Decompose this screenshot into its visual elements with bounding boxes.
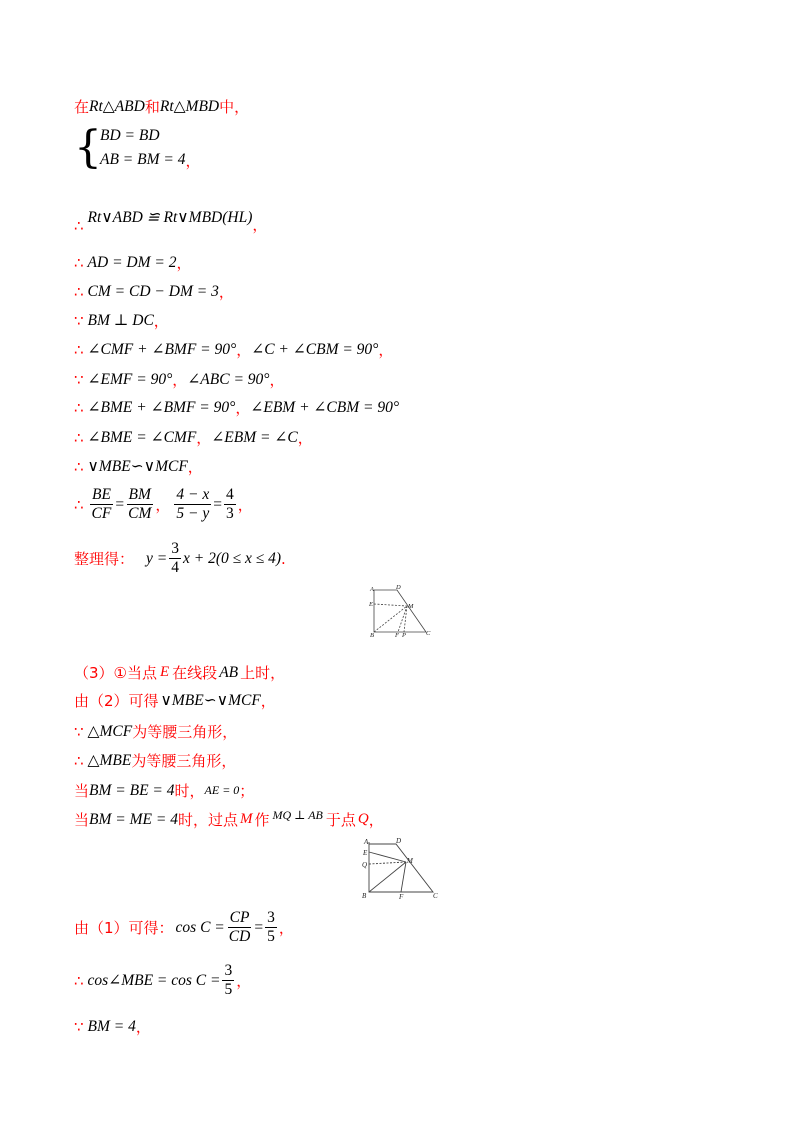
because-symbol: ∵ xyxy=(74,370,84,389)
text: 当 xyxy=(74,782,90,800)
line-5 xyxy=(74,281,234,302)
text: ， xyxy=(237,496,253,515)
text: ， xyxy=(187,458,203,476)
text: ， xyxy=(218,283,234,301)
math: ∠BME = ∠CMF xyxy=(87,429,197,446)
text: ， xyxy=(236,972,252,991)
point-label: B xyxy=(370,632,374,638)
point-label: E xyxy=(363,849,368,857)
line-12 xyxy=(74,487,253,523)
line-10 xyxy=(74,427,313,448)
text: ， xyxy=(185,152,201,170)
math: BM ⊥ DC xyxy=(87,312,154,329)
math: ∠EMF = 90° xyxy=(87,371,173,388)
equation-system xyxy=(74,121,201,173)
math: y = xyxy=(146,549,168,567)
denominator: CD xyxy=(228,928,251,946)
equals: = xyxy=(115,495,125,513)
because-symbol: ∵ xyxy=(74,1017,84,1036)
line-13 xyxy=(74,541,286,577)
line-22 xyxy=(74,1016,151,1037)
text: 为等腰三角形， xyxy=(131,752,237,770)
numerator: 3 xyxy=(169,541,181,559)
math: cos C = xyxy=(175,918,225,936)
text: ， xyxy=(153,312,169,330)
therefore-symbol: ∴ xyxy=(74,751,84,770)
math: Rt△ABD xyxy=(89,98,145,115)
text: 于点 xyxy=(325,811,356,829)
line-18 xyxy=(74,780,254,801)
text: ， xyxy=(135,1018,151,1036)
numerator: CP xyxy=(228,910,252,928)
text: ， xyxy=(260,692,276,710)
text: 上时， xyxy=(240,664,286,682)
math: ∨MBE∽∨MCF xyxy=(87,458,188,475)
point-label: F xyxy=(399,893,404,900)
text: 当 xyxy=(74,811,90,829)
point-label: B xyxy=(362,892,367,900)
point-label: D xyxy=(396,584,401,591)
line-14 xyxy=(74,662,285,683)
fraction xyxy=(90,487,114,523)
line-16 xyxy=(74,721,237,742)
equals: = xyxy=(254,918,264,936)
line-3 xyxy=(74,200,267,235)
line-8 xyxy=(74,369,285,390)
text: . xyxy=(281,549,286,568)
line-4 xyxy=(74,252,192,273)
point-label: M xyxy=(408,603,414,610)
fraction xyxy=(227,910,253,946)
numerator: BE xyxy=(90,487,113,505)
geometry-figure-1 xyxy=(366,584,446,638)
text: ， xyxy=(297,429,313,447)
point-label: A xyxy=(364,838,369,846)
math: ∠C + ∠CBM = 90° xyxy=(251,341,379,358)
system-row-2: AB = BM = 4 xyxy=(100,150,186,168)
fraction xyxy=(265,910,277,946)
line-1 xyxy=(74,96,249,117)
point-label: M xyxy=(407,857,413,865)
denominator: 4 xyxy=(171,559,179,577)
math: Rt∨ABD ≌ Rt∨MBD(HL) xyxy=(87,209,253,226)
math: CM = CD − DM = 3 xyxy=(87,282,219,300)
text: ， xyxy=(155,496,171,515)
text: 为等腰三角形， xyxy=(132,723,238,741)
math: ∠ABC = 90° xyxy=(187,371,270,388)
text: ， xyxy=(236,341,252,359)
text: ， xyxy=(378,341,394,359)
line-7 xyxy=(74,339,393,360)
point-Q: Q xyxy=(357,811,369,827)
text: ， xyxy=(172,371,188,389)
therefore-symbol: ∴ xyxy=(74,495,84,514)
fraction xyxy=(224,487,236,523)
text: 和 xyxy=(144,98,160,116)
math: ∠CMF + ∠BMF = 90° xyxy=(87,341,237,358)
text: ， xyxy=(368,811,384,829)
math: BM = BE = 4 xyxy=(89,781,175,799)
line-20 xyxy=(74,910,294,946)
denominator: CM xyxy=(128,505,152,523)
math: ∠EBM = ∠C xyxy=(211,429,298,446)
math: AD = DM = 2 xyxy=(87,253,177,271)
math: x + 2(0 ≤ x ≤ 4) xyxy=(182,549,282,567)
text: ， xyxy=(278,919,294,938)
left-brace: { xyxy=(74,121,102,173)
point-label: F xyxy=(395,632,399,638)
math: AB xyxy=(219,663,239,681)
fraction xyxy=(222,963,234,999)
therefore-symbol: ∴ xyxy=(74,253,84,272)
point-label: E xyxy=(369,601,373,608)
text: ； xyxy=(239,782,255,800)
line-15 xyxy=(74,690,276,711)
math: MQ ⊥ AB xyxy=(272,808,323,822)
equals: = xyxy=(213,495,222,513)
math: ∠EBM + ∠CBM = 90° xyxy=(250,399,400,416)
math: ∨MBE∽∨MCF xyxy=(160,692,261,709)
text: 时， xyxy=(174,782,205,800)
fraction xyxy=(174,487,211,523)
math: △MBE xyxy=(87,752,132,769)
text: 在 xyxy=(74,98,90,116)
text: 作 xyxy=(254,811,270,829)
text: 整理得： xyxy=(74,550,135,569)
text: 在线段 xyxy=(172,664,218,682)
therefore-symbol: ∴ xyxy=(74,216,84,235)
text: 由（1）可得： xyxy=(74,919,174,938)
math: cos∠MBE = cos C = xyxy=(87,972,221,990)
because-symbol: ∵ xyxy=(74,311,84,330)
fraction xyxy=(169,541,181,577)
math: BM = ME = 4 xyxy=(89,810,178,828)
point-label: A xyxy=(370,586,374,593)
line-11 xyxy=(74,456,203,477)
therefore-symbol: ∴ xyxy=(74,428,84,447)
numerator: 4 − x xyxy=(174,487,211,505)
denominator: 5 xyxy=(267,928,275,946)
point-label: P xyxy=(402,632,406,638)
denominator: CF xyxy=(91,505,112,523)
line-6 xyxy=(74,310,169,331)
text: 由（2）可得 xyxy=(74,692,159,710)
line-9 xyxy=(74,397,399,418)
point-label: C xyxy=(433,892,438,900)
line-17 xyxy=(74,750,236,771)
text: 时，过点 xyxy=(177,811,238,829)
text: （3）①当点 xyxy=(74,664,157,682)
because-symbol: ∵ xyxy=(74,722,84,741)
geometry-figure-2 xyxy=(360,836,444,900)
point-label: Q xyxy=(362,861,368,869)
math: ∠BME + ∠BMF = 90° xyxy=(87,399,236,416)
numerator: 3 xyxy=(265,910,277,928)
text: ， xyxy=(269,371,285,389)
text: ， xyxy=(176,254,192,272)
math: △MCF xyxy=(87,723,133,740)
numerator: 3 xyxy=(222,963,234,981)
line-21 xyxy=(74,963,251,999)
system-row-1: BD = BD xyxy=(100,126,160,144)
math: BM = 4 xyxy=(87,1017,136,1035)
point-M: M xyxy=(239,811,253,827)
therefore-symbol: ∴ xyxy=(74,457,84,476)
therefore-symbol: ∴ xyxy=(74,971,84,990)
denominator: 5 − y xyxy=(176,505,210,523)
therefore-symbol: ∴ xyxy=(74,398,84,417)
denominator: 3 xyxy=(225,505,234,523)
fraction xyxy=(126,487,153,523)
text: 中， xyxy=(219,98,250,116)
therefore-symbol: ∴ xyxy=(74,282,84,301)
text: ， xyxy=(252,216,268,234)
text: ， xyxy=(235,399,251,417)
line-19 xyxy=(74,809,384,830)
numerator: 4 xyxy=(224,487,236,505)
numerator: BM xyxy=(127,487,153,505)
point-E: E xyxy=(160,664,170,680)
point-label: D xyxy=(396,837,402,845)
math: AE = 0 xyxy=(204,783,240,797)
denominator: 5 xyxy=(224,981,233,999)
therefore-symbol: ∴ xyxy=(74,340,84,359)
text: ， xyxy=(196,429,212,447)
point-label: C xyxy=(426,630,431,637)
math: Rt△MBD xyxy=(159,98,220,115)
